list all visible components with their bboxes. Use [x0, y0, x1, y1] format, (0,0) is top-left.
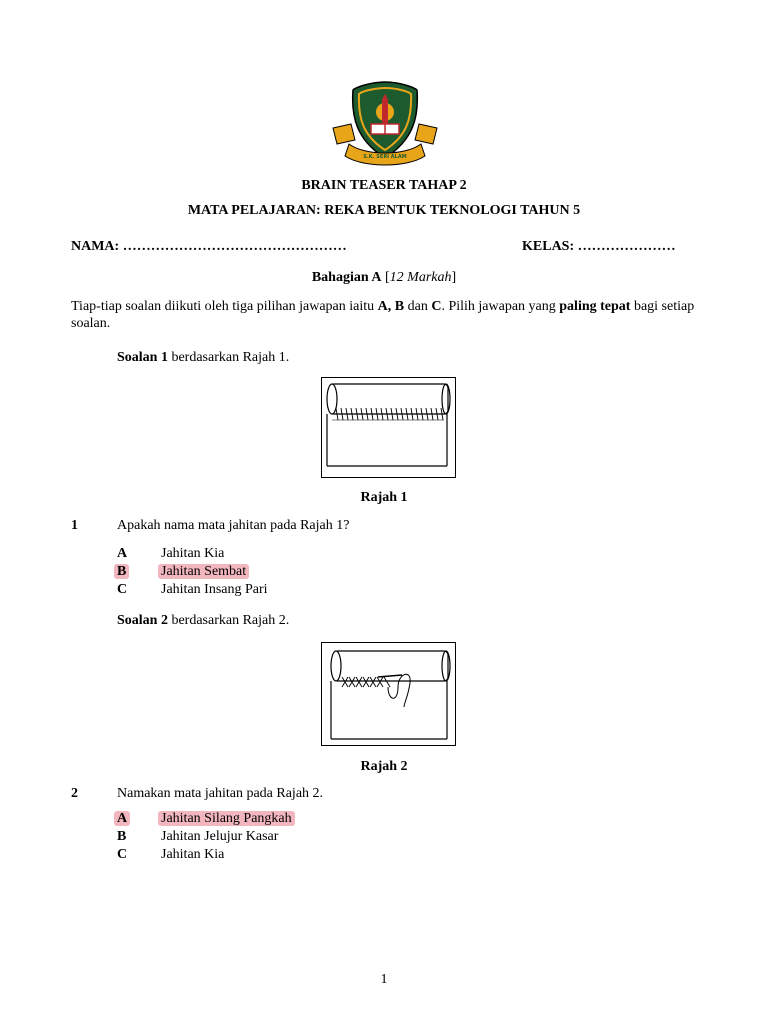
kelas-field[interactable]: KELAS: …………………	[522, 239, 676, 254]
q2-option-a-text[interactable]: Jahitan Silang Pangkah	[158, 811, 295, 826]
q1-option-a-letter[interactable]: A	[117, 546, 128, 561]
question-2-intro-rest: berdasarkan Rajah 2.	[167, 613, 290, 628]
section-marks: 12 Markah	[389, 270, 452, 285]
instr-bold-3: paling tepat	[559, 299, 631, 314]
question-2-intro-bold: Soalan 2	[117, 613, 168, 628]
question-1-intro-bold: Soalan 1	[117, 350, 168, 365]
q1-option-b-text[interactable]: Jahitan Sembat	[158, 564, 249, 579]
rajah-2-drawing	[322, 643, 455, 745]
question-1-intro	[117, 350, 289, 366]
q2-option-b-letter[interactable]: B	[117, 829, 127, 844]
q1-option-b-letter[interactable]: B	[114, 564, 129, 579]
instr-text-4: bagi setiap soalan.	[71, 299, 695, 331]
rajah-2-figure	[321, 642, 456, 746]
instr-bold-1: A, B	[377, 299, 405, 314]
instructions	[71, 298, 701, 332]
question-2-number: 2	[71, 786, 78, 801]
section-label: Bahagian A	[311, 270, 382, 285]
q1-option-c-text[interactable]: Jahitan Insang Pari	[161, 582, 268, 597]
q1-option-c-letter[interactable]: C	[117, 582, 128, 597]
rajah-1-figure	[321, 377, 456, 478]
q2-option-c-letter[interactable]: C	[117, 847, 128, 862]
instr-text-3: . Pilih jawapan yang	[441, 299, 560, 314]
instr-bold-2: C	[431, 299, 442, 314]
question-2-intro	[117, 613, 289, 629]
q2-option-b-text[interactable]: Jahitan Jelujur Kasar	[161, 829, 279, 844]
q2-option-a-letter[interactable]: A	[114, 811, 130, 826]
rajah-2-caption: Rajah 2	[360, 759, 408, 774]
document-subtitle: MATA PELAJARAN: REKA BENTUK TEKNOLOGI TAHUN 5	[187, 203, 581, 218]
instr-text-1: Tiap-tiap soalan diikuti oleh tiga pilihan jawapan iaitu	[71, 299, 378, 314]
rajah-1-drawing	[322, 378, 455, 477]
svg-text:S.K. SERI ALAM: S.K. SERI ALAM	[363, 154, 407, 160]
q2-option-c-text[interactable]: Jahitan Kia	[161, 847, 225, 862]
nama-field[interactable]: NAMA: …………………………………………	[71, 239, 347, 254]
page-number: 1	[380, 972, 388, 987]
instr-text-2: dan	[404, 299, 432, 314]
question-1-intro-rest: berdasarkan Rajah 1.	[167, 350, 290, 365]
school-crest-logo	[331, 78, 439, 166]
document-title: BRAIN TEASER TAHAP 2	[301, 178, 467, 193]
section-bracket-close: ]	[451, 270, 457, 285]
section-bracket-open: [	[384, 270, 390, 285]
question-2-text: Namakan mata jahitan pada Rajah 2.	[117, 786, 324, 801]
question-1-number: 1	[71, 518, 78, 533]
section-heading	[0, 270, 768, 286]
q1-option-a-text[interactable]: Jahitan Kia	[161, 546, 225, 561]
question-1-text: Apakah nama mata jahitan pada Rajah 1?	[117, 518, 350, 533]
rajah-1-caption: Rajah 1	[360, 490, 408, 505]
